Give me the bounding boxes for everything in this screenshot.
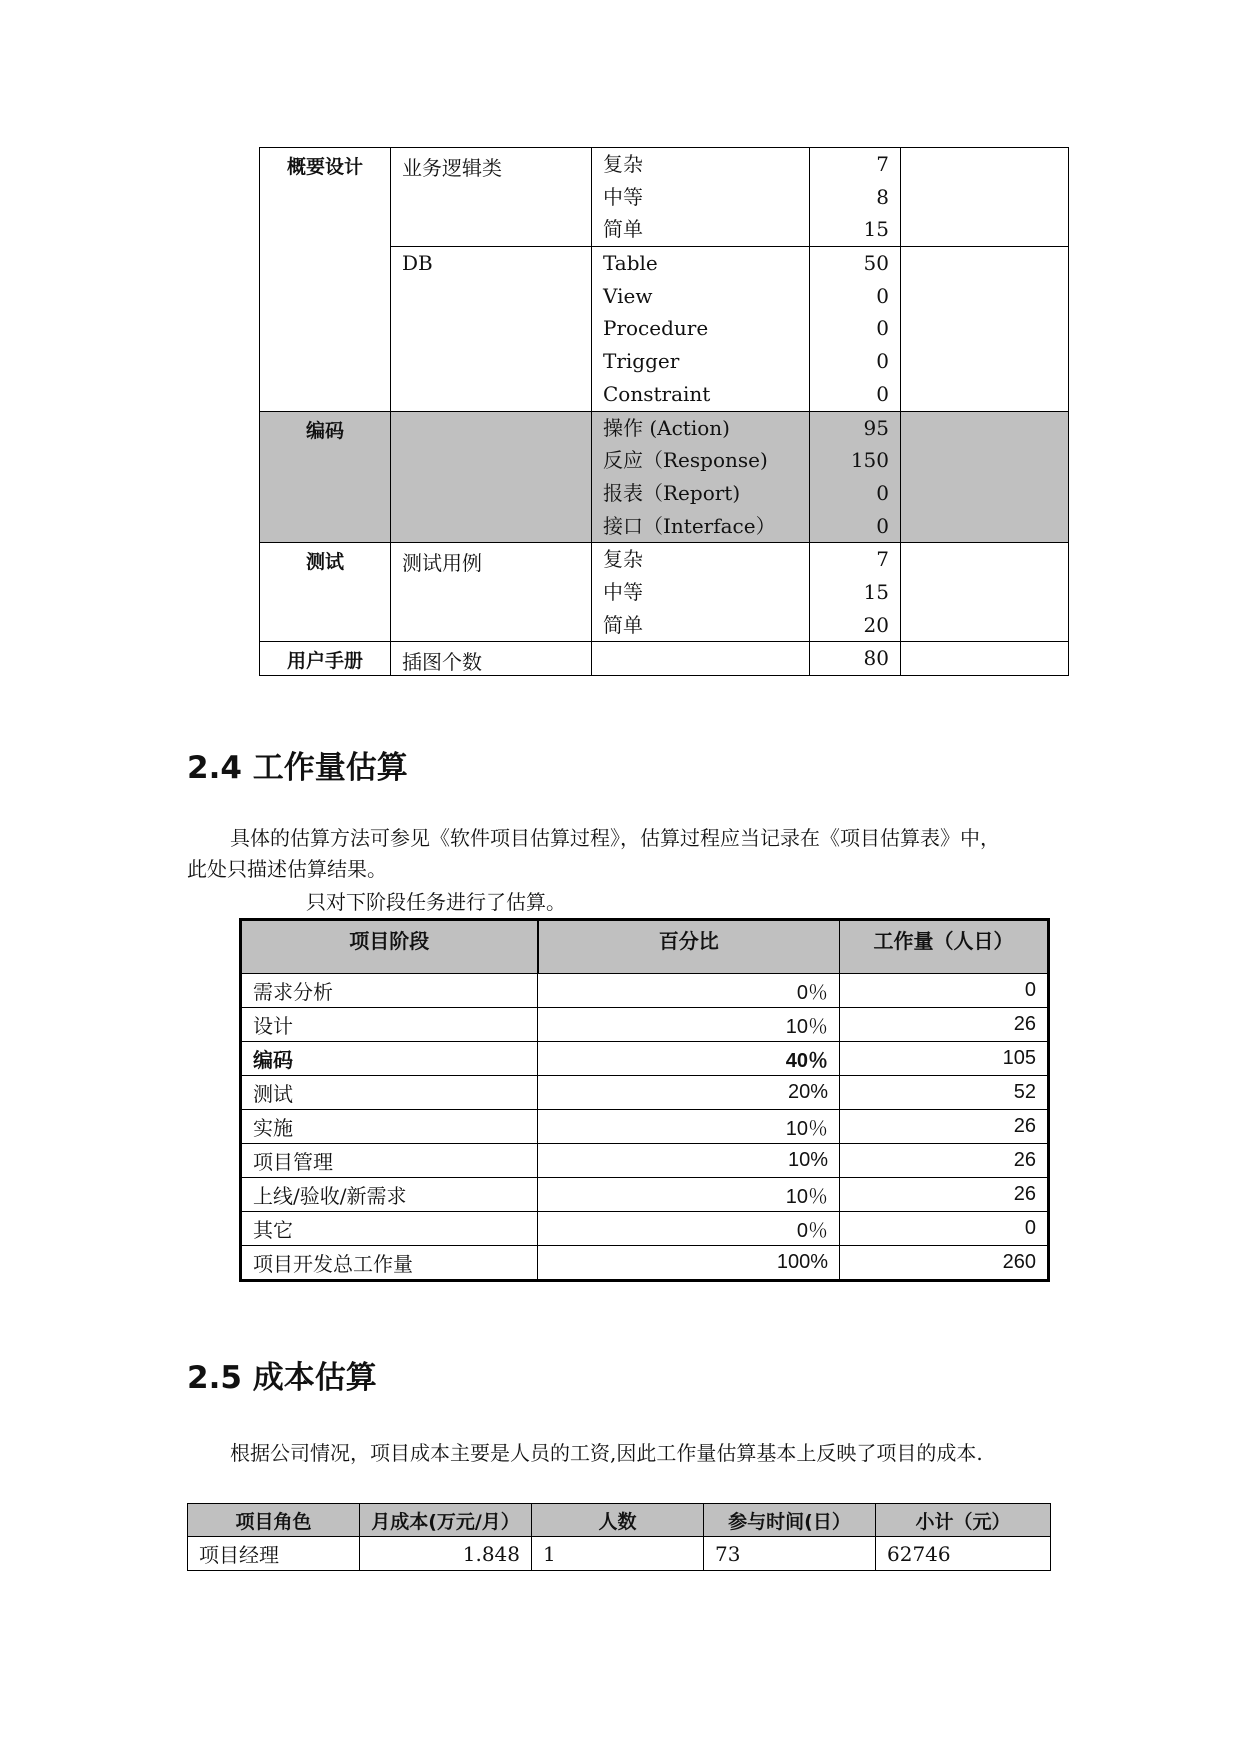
count-value: 0	[876, 283, 889, 308]
people-cell: 1	[532, 1537, 704, 1571]
type-label: Table	[603, 251, 658, 276]
column-header: 小计（元）	[876, 1504, 1051, 1537]
days-value: 26	[840, 1144, 1049, 1178]
count-cell	[810, 148, 901, 247]
count-value: 8	[876, 184, 889, 209]
type-label: 复杂	[603, 152, 643, 176]
percent-value: 10％	[538, 1008, 840, 1042]
table-row	[241, 1178, 1049, 1212]
table-row	[188, 1537, 1051, 1571]
count-cell	[810, 642, 901, 676]
type-label: View	[603, 283, 653, 308]
count-value: 95	[863, 415, 889, 440]
phase-cell: 用户手册	[260, 642, 391, 676]
column-header: 月成本(万元/月）	[360, 1504, 532, 1537]
table-row	[241, 974, 1049, 1008]
percent-value: 10%	[538, 1144, 840, 1178]
type-label: Constraint	[603, 381, 711, 406]
empty-cell	[901, 247, 1069, 411]
item-cell: 业务逻辑类	[391, 148, 592, 247]
days-value: 26	[840, 1178, 1049, 1212]
column-header: 项目阶段	[241, 920, 538, 974]
paragraph-line: 具体的估算方法可参见《软件项目估算过程》，估算过程应当记录在《项目估算表》中，	[230, 826, 1000, 850]
type-label: 接口（Interface）	[603, 513, 776, 538]
count-cell	[810, 247, 901, 411]
phase-name: 项目管理	[241, 1144, 538, 1178]
percent-value: 0％	[538, 974, 840, 1008]
percent-value: 20%	[538, 1076, 840, 1110]
percent-value: 0％	[538, 1212, 840, 1246]
paragraph-line: 根据公司情况，项目成本主要是人员的工资,因此工作量估算基本上反映了项目的成本.	[230, 1441, 983, 1465]
section-heading-cost: 2.5 成本估算	[187, 1360, 377, 1396]
type-cell	[592, 148, 810, 247]
days-value: 260	[840, 1246, 1049, 1281]
type-label: 中等	[603, 184, 643, 209]
percent-value: 10％	[538, 1178, 840, 1212]
section-heading-workload: 2.4 工作量估算	[187, 750, 408, 786]
phase-name: 设计	[241, 1008, 538, 1042]
table-row	[241, 1042, 1049, 1076]
paragraph-line: 此处只描述估算结果。	[187, 857, 387, 881]
table-header-row	[241, 920, 1049, 974]
empty-cell	[901, 543, 1069, 642]
table-header-row	[188, 1504, 1051, 1537]
column-header: 人数	[532, 1504, 704, 1537]
type-label: Procedure	[603, 316, 709, 341]
empty-cell	[901, 411, 1069, 543]
column-header: 参与时间(日）	[704, 1504, 876, 1537]
empty-cell	[901, 642, 1069, 676]
type-cell	[592, 543, 810, 642]
table-row	[241, 1110, 1049, 1144]
item-cell: 插图个数	[391, 642, 592, 676]
count-cell	[810, 543, 901, 642]
count-value: 0	[876, 381, 889, 406]
count-value: 50	[863, 251, 889, 276]
phase-name: 测试	[241, 1076, 538, 1110]
days-cell: 73	[704, 1537, 876, 1571]
phase-cell: 测试	[260, 543, 391, 642]
type-label: 简单	[603, 612, 643, 637]
table-row	[260, 543, 1069, 642]
workload-estimate-table	[239, 918, 1050, 1282]
phase-name: 其它	[241, 1212, 538, 1246]
count-value: 7	[876, 152, 889, 176]
count-cell	[810, 411, 901, 543]
phase-name: 编码	[241, 1042, 538, 1076]
days-value: 26	[840, 1110, 1049, 1144]
percent-value: 10％	[538, 1110, 840, 1144]
percent-value: 40％	[538, 1042, 840, 1076]
count-value: 15	[863, 579, 889, 604]
column-header: 工作量（人日）	[840, 920, 1049, 974]
role-cell: 项目经理	[188, 1537, 360, 1571]
item-cell: DB	[391, 247, 592, 411]
paragraph-line: 只对下阶段任务进行了估算。	[306, 890, 566, 914]
phase-cell: 概要设计	[260, 148, 391, 412]
phase-name: 需求分析	[241, 974, 538, 1008]
table-row	[241, 1144, 1049, 1178]
type-label: 操作 (Action)	[603, 415, 730, 440]
subtotal-cell: 62746	[876, 1537, 1051, 1571]
type-label: 复杂	[603, 547, 643, 572]
table-row	[241, 1008, 1049, 1042]
days-value: 0	[840, 1212, 1049, 1246]
column-header: 项目角色	[188, 1504, 360, 1537]
type-label: Trigger	[603, 349, 680, 374]
count-value: 0	[876, 513, 889, 538]
type-cell	[592, 642, 810, 676]
type-label: 反应（Response)	[603, 448, 768, 473]
phase-name: 上线/验收/新需求	[241, 1178, 538, 1212]
type-cell	[592, 411, 810, 543]
table-row	[260, 148, 1069, 247]
table-row	[241, 1076, 1049, 1110]
size-statistics-table	[259, 147, 1069, 676]
cost-estimate-table	[187, 1503, 1051, 1571]
table-row	[241, 1246, 1049, 1281]
monthly-cost-cell: 1.848	[360, 1537, 532, 1571]
phase-name: 项目开发总工作量	[241, 1246, 538, 1281]
type-cell	[592, 247, 810, 411]
count-value: 0	[876, 480, 889, 505]
count-value: 0	[876, 349, 889, 374]
type-label	[603, 642, 809, 675]
type-label: 简单	[603, 217, 643, 242]
count-value: 7	[876, 547, 889, 572]
days-value: 105	[840, 1042, 1049, 1076]
count-value: 80	[863, 646, 889, 671]
count-value: 150	[850, 448, 889, 473]
item-cell: 测试用例	[391, 543, 592, 642]
type-label: 中等	[603, 579, 643, 604]
column-header: 百分比	[538, 920, 840, 974]
table-row	[260, 642, 1069, 676]
days-value: 0	[840, 974, 1049, 1008]
count-value: 20	[863, 612, 889, 637]
count-value: 0	[876, 316, 889, 341]
table-row	[241, 1212, 1049, 1246]
percent-value: 100%	[538, 1246, 840, 1281]
table-row	[260, 411, 1069, 543]
days-value: 52	[840, 1076, 1049, 1110]
type-label: 报表（Report)	[603, 480, 741, 505]
phase-cell: 编码	[260, 411, 391, 543]
count-value: 15	[863, 217, 889, 242]
item-cell	[391, 411, 592, 543]
empty-cell	[901, 148, 1069, 247]
phase-name: 实施	[241, 1110, 538, 1144]
days-value: 26	[840, 1008, 1049, 1042]
